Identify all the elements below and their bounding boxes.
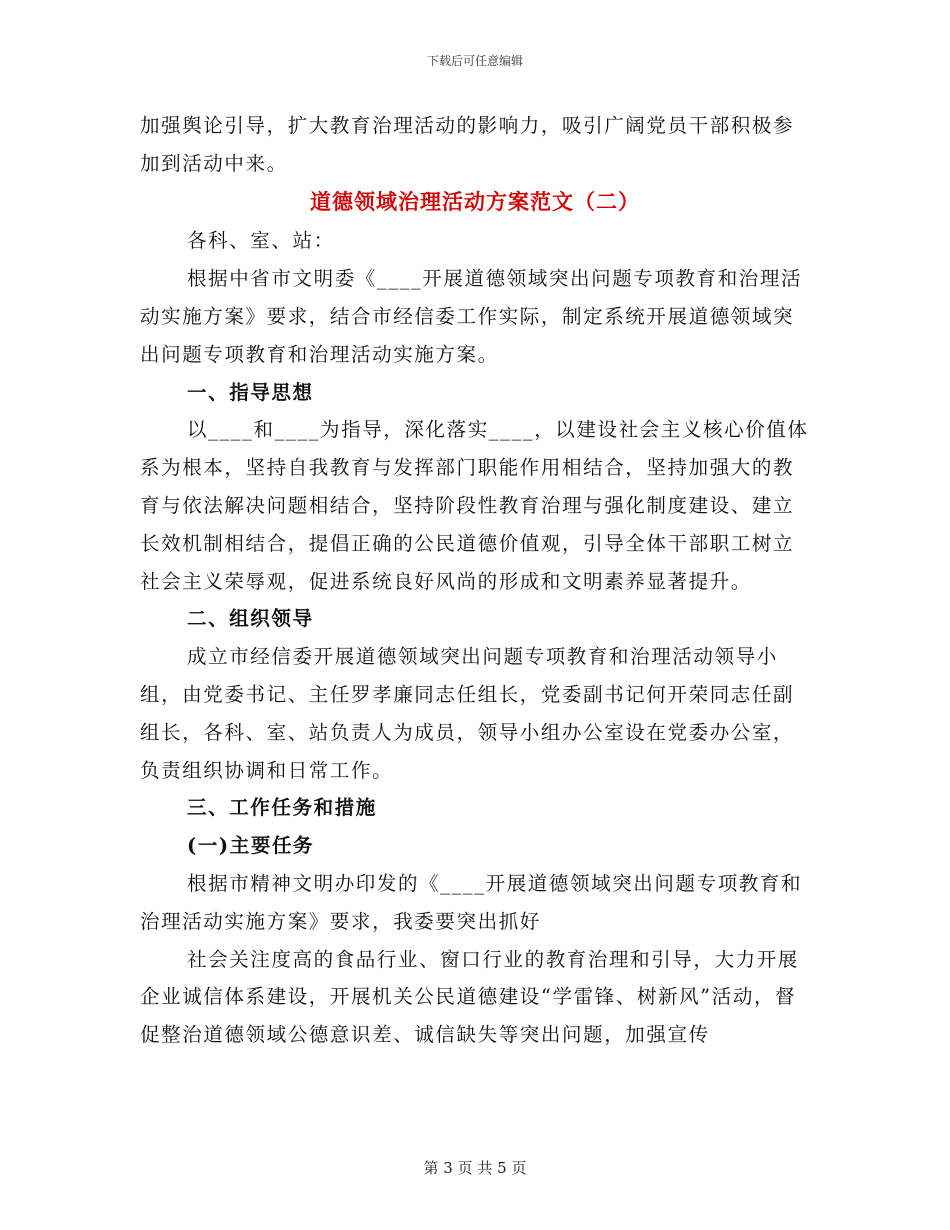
paragraph-intro: 根据中省市文明委《____开展道德领域突出问题专项教育和治理活动实施方案》要求，结合市经信委工作实际，制定系统开展道德领域突出问题专项教育和治理活动实施方案。: [140, 267, 803, 366]
page-footer: 第 3 页 共 5 页: [423, 1159, 527, 1177]
document-body: [140, 107, 810, 1054]
section-title: 道德领域治理活动方案范文（二）: [310, 188, 640, 214]
greeting: 各科、室、站：: [187, 229, 335, 253]
paragraph-main-tasks: 根据市精神文明办印发的《____开展道德领域突出问题专项教育和治理活动实施方案》要求，我委要突出抓好: [140, 871, 803, 933]
page-header: 下载后可任意编辑: [426, 54, 523, 68]
heading-tasks-measures: 三、工作任务和措施: [187, 796, 377, 820]
heading-organization: 二、组织领导: [187, 607, 314, 631]
paragraph-organization: 成立市经信委开展道德领域突出问题专项教育和治理活动领导小组，由党委书记、主任罗孝廉同志任组长，党委副书记何开荣同志任副组长，各科、室、站负责人为成员，领导小组办公室设在党委办公室，负责组织协调和日常工作。: [140, 645, 795, 782]
paragraph-guiding-ideology: 以____和____为指导，深化落实____，以建设社会主义核心价值体系为根本，坚持自我教育与发挥部门职能作用相结合，坚持加强大的教育与依法解决问题相结合，坚持阶段性教育治理与强化制度建设、建立长效机制相结合，提倡正确的公民道德价值观，引导全体干部职工树立社会主义荣辱观，促进系统良好风尚的形成和文明素养显著提升。: [140, 418, 809, 593]
heading-guiding-ideology: 一、指导思想: [187, 380, 314, 404]
heading-main-tasks: (一)主要任务: [187, 834, 315, 858]
paragraph-social-attention: 社会关注度高的食品行业、窗口行业的教育治理和引导，大力开展企业诚信体系建设，开展机关公民道德建设“学雷锋、树新风”活动，督促整治道德领域公德意识差、诚信缺失等突出问题，加强宣传: [140, 947, 799, 1047]
paragraph-continued: 加强舆论引导，扩大教育治理活动的影响力，吸引广阔党员干部积极参加到活动中来。: [140, 114, 795, 175]
